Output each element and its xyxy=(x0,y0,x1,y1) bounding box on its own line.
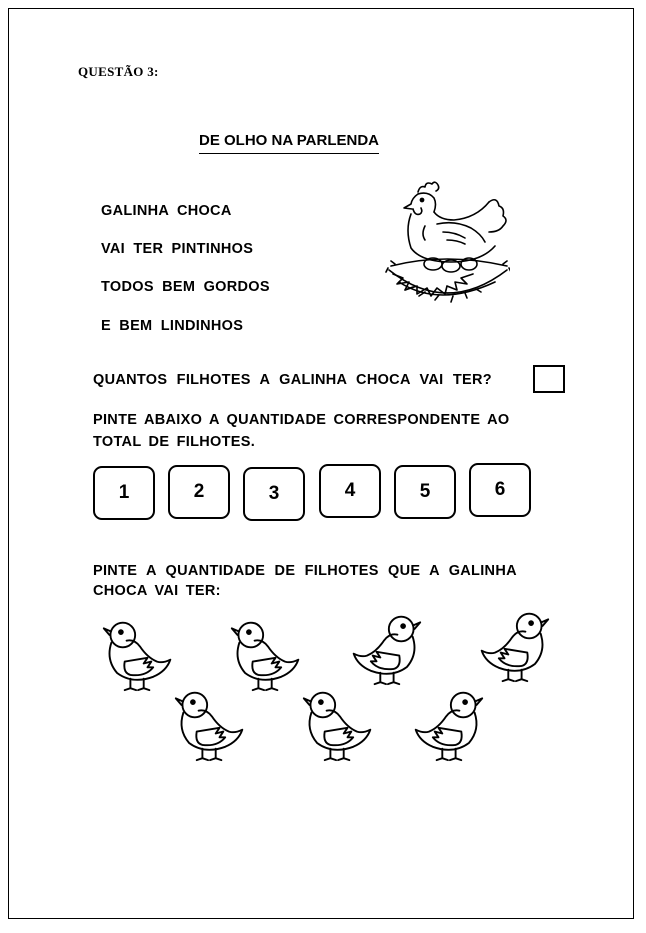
number-option-1[interactable]: 1 xyxy=(93,466,155,520)
number-option-4[interactable]: 4 xyxy=(319,464,381,518)
paint-number-instruction-line-1: PINTE ABAIXO A QUANTIDADE CORRESPONDENTE AO xyxy=(93,412,510,428)
chick-icon[interactable] xyxy=(348,606,424,690)
chick-icon[interactable] xyxy=(172,682,248,766)
poem-line-3: TODOS BEM GORDOS xyxy=(101,279,270,295)
page-title: DE OLHO NA PARLENDA xyxy=(199,132,379,154)
number-option-5[interactable]: 5 xyxy=(394,465,456,519)
poem-line-1: GALINHA CHOCA xyxy=(101,203,232,219)
chick-icon[interactable] xyxy=(300,682,376,766)
paint-chicks-instruction-line-1: PINTE A QUANTIDADE DE FILHOTES QUE A GALINHA xyxy=(93,563,517,579)
chick-icon[interactable] xyxy=(476,603,552,687)
chick-icon[interactable] xyxy=(100,612,176,696)
poem-line-2: VAI TER PINTINHOS xyxy=(101,241,254,257)
number-option-6[interactable]: 6 xyxy=(469,463,531,517)
question-label: QUESTÃO 3: xyxy=(78,64,159,79)
paint-number-instruction-line-2: TOTAL DE FILHOTES. xyxy=(93,434,256,450)
chick-icon[interactable] xyxy=(410,682,486,766)
count-question: QUANTOS FILHOTES A GALINHA CHOCA VAI TER? xyxy=(93,372,492,388)
paint-chicks-instruction-line-2: CHOCA VAI TER: xyxy=(93,583,221,599)
number-option-3[interactable]: 3 xyxy=(243,467,305,521)
hen-on-nest-icon xyxy=(385,178,510,308)
number-option-2[interactable]: 2 xyxy=(168,465,230,519)
answer-box[interactable] xyxy=(533,365,565,393)
poem-line-4: E BEM LINDINHOS xyxy=(101,318,244,334)
